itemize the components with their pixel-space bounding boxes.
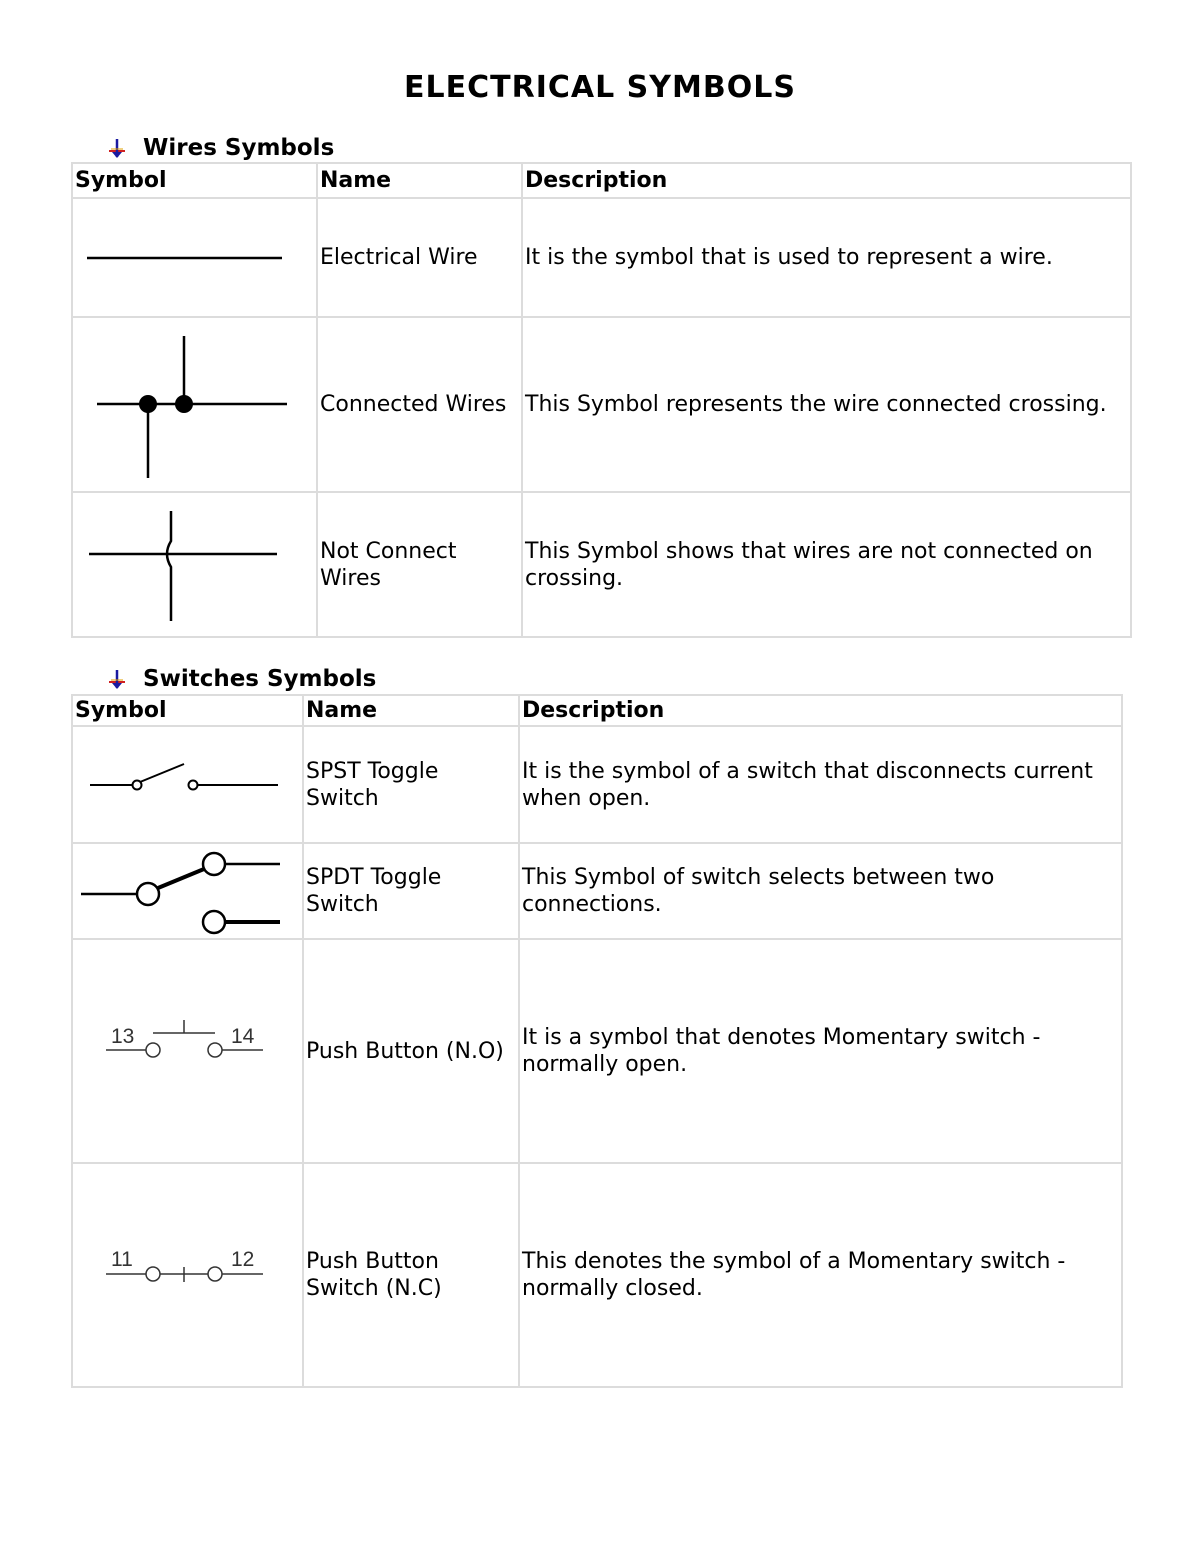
- terminal-label: 12: [231, 1248, 255, 1271]
- name-cell: Not Connect Wires: [317, 492, 522, 637]
- description-cell: This Symbol of switch selects between two connections.: [519, 843, 1122, 939]
- switches-header-row: [72, 695, 1122, 726]
- column-header-symbol: Symbol: [72, 163, 317, 198]
- table-row: [72, 317, 1131, 492]
- table-row: [72, 843, 1122, 939]
- table-row: [72, 198, 1131, 317]
- column-header-name: Name: [317, 163, 522, 198]
- symbol-cell: [72, 317, 317, 492]
- description-cell: This Symbol represents the wire connected crossing.: [522, 317, 1131, 492]
- symbol-cell: [72, 1163, 303, 1387]
- terminal-label: 13: [111, 1025, 135, 1048]
- arrow-bullet-icon: [105, 667, 129, 691]
- table-row: [72, 1163, 1122, 1387]
- description-cell: It is the symbol of a switch that disconnects current when open.: [519, 726, 1122, 843]
- name-cell: Push Button Switch (N.C): [303, 1163, 519, 1387]
- push-button-no-symbol: [73, 940, 304, 1162]
- name-cell: Electrical Wire: [317, 198, 522, 317]
- symbol-cell: [72, 843, 303, 939]
- push-button-nc-symbol: [73, 1164, 304, 1386]
- description-cell: It is a symbol that denotes Momentary switch - normally open.: [519, 939, 1122, 1163]
- switches-section-heading: [105, 666, 376, 692]
- spdt-toggle-switch-symbol: [73, 844, 304, 938]
- wires-table: [71, 162, 1132, 638]
- wires-header-row: [72, 163, 1131, 198]
- table-row: [72, 939, 1122, 1163]
- not-connected-wires-symbol: [73, 493, 318, 636]
- name-cell: Push Button (N.O): [303, 939, 519, 1163]
- terminal-label: 11: [111, 1248, 133, 1271]
- spst-toggle-switch-symbol: [73, 727, 304, 842]
- column-header-description: Description: [519, 695, 1122, 726]
- column-header-name: Name: [303, 695, 519, 726]
- name-cell: SPDT Toggle Switch: [303, 843, 519, 939]
- symbol-cell: [72, 939, 303, 1163]
- wires-section-heading: [105, 135, 334, 161]
- column-header-symbol: Symbol: [72, 695, 303, 726]
- wires-heading-text: Wires Symbols: [143, 135, 335, 161]
- switches-heading-text: Switches Symbols: [143, 666, 377, 692]
- terminal-label: 14: [231, 1025, 255, 1048]
- symbol-cell: [72, 726, 303, 843]
- connected-wires-symbol: [73, 318, 318, 491]
- description-cell: This denotes the symbol of a Momentary switch - normally closed.: [519, 1163, 1122, 1387]
- description-cell: It is the symbol that is used to represent a wire.: [522, 198, 1131, 317]
- name-cell: Connected Wires: [317, 317, 522, 492]
- symbol-cell: [72, 492, 317, 637]
- arrow-bullet-icon: [105, 136, 129, 160]
- column-header-description: Description: [522, 163, 1131, 198]
- table-row: [72, 492, 1131, 637]
- description-cell: This Symbol shows that wires are not connected on crossing.: [522, 492, 1131, 637]
- switches-table: [71, 694, 1123, 1388]
- symbol-cell: [72, 198, 317, 317]
- table-row: [72, 726, 1122, 843]
- page-title: ELECTRICAL SYMBOLS: [404, 70, 796, 105]
- electrical-wire-symbol: [73, 199, 318, 316]
- name-cell: SPST Toggle Switch: [303, 726, 519, 843]
